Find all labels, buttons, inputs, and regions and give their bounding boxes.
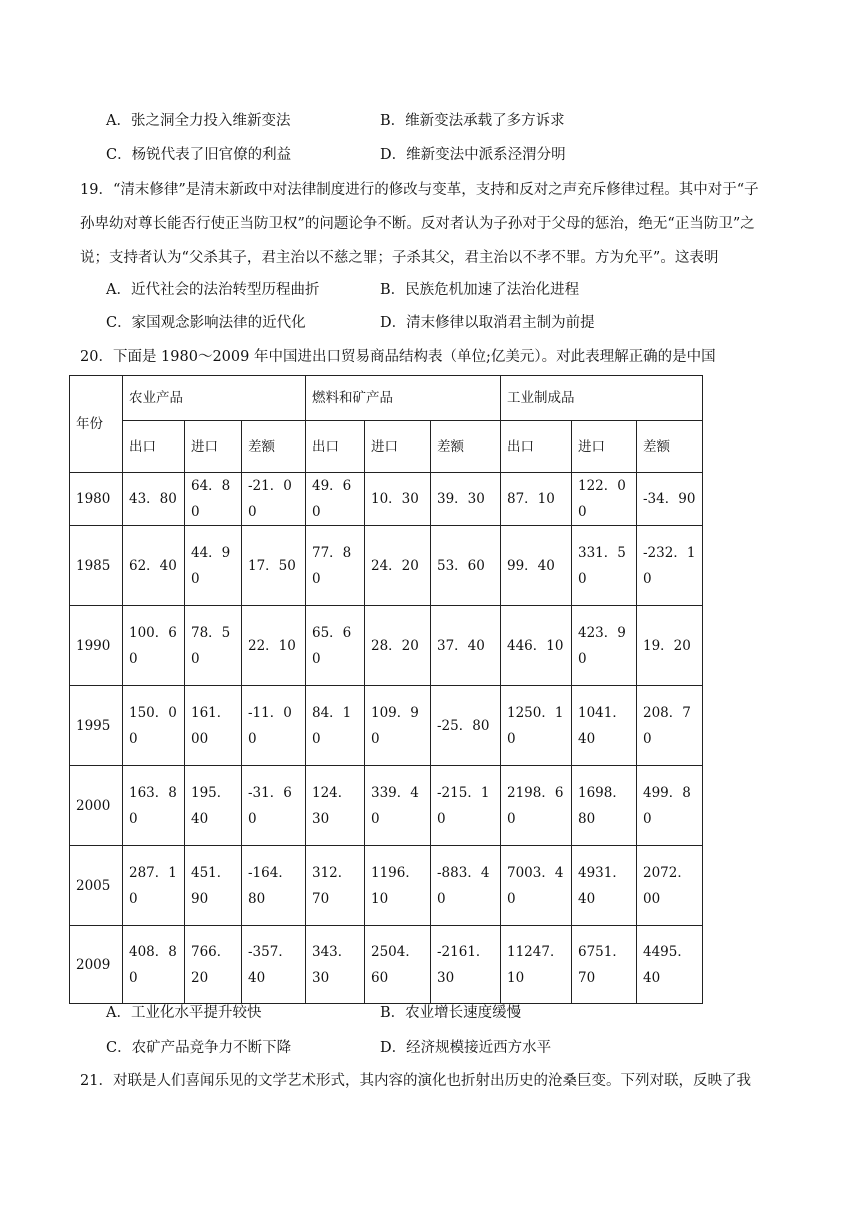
subheader-cell: 进口 [572,421,637,473]
q21-stem: 21．对联是人们喜闻乐见的文学艺术形式，其内容的演化也折射出历史的沧桑巨变。下列对联，反映了我 [80,1073,751,1089]
table-cell: 1250．10 [501,686,572,766]
table-cell: 10．30 [365,473,431,526]
table-cell: 7003．40 [501,846,572,926]
table-cell: 100．60 [123,606,185,686]
table-cell: 22．10 [242,606,306,686]
table-cell: 423．90 [572,606,637,686]
table-cell: 99．40 [501,526,572,606]
table-cell: 339．40 [365,766,431,846]
table-row [70,526,703,606]
table-cell: 109．90 [365,686,431,766]
table-cell: 343．30 [306,926,365,1004]
table-cell: 62．40 [123,526,185,606]
group-header-manufactured: 工业制成品 [501,376,703,421]
table-cell: 43．80 [123,473,185,526]
table-cell: -357．40 [242,926,306,1004]
table-cell: 1698．80 [572,766,637,846]
table-cell: 19．20 [637,606,703,686]
group-header-agriculture: 农业产品 [123,376,306,421]
q20-option-b: B．农业增长速度缓慢 [380,1005,522,1021]
table-cell: 11247．10 [501,926,572,1004]
subheader-cell: 出口 [123,421,185,473]
table-cell: 64．80 [185,473,242,526]
q20-option-c: C．农矿产品竞争力不断下降 [106,1040,292,1056]
q19-option-b: B．民族危机加速了法治化进程 [380,282,580,298]
q20-option-a: A．工业化水平提升较快 [106,1005,262,1021]
table-cell: 24．20 [365,526,431,606]
table-cell: 208．70 [637,686,703,766]
year-cell: 1990 [70,606,123,686]
table-cell: 65．60 [306,606,365,686]
table-cell: -2161．30 [431,926,501,1004]
table-cell: 39．30 [431,473,501,526]
table-cell: 312．70 [306,846,365,926]
q18-option-d: D．维新变法中派系泾渭分明 [380,147,566,163]
year-cell: 1995 [70,686,123,766]
subheader-cell: 进口 [365,421,431,473]
q19-stem [80,173,780,275]
table-cell: 499．80 [637,766,703,846]
table-cell: 44．90 [185,526,242,606]
table-cell: -883．40 [431,846,501,926]
table-row [70,766,703,846]
subheader-cell: 差额 [637,421,703,473]
table-header-row [70,376,703,421]
table-cell: 124．30 [306,766,365,846]
table-cell: -25．80 [431,686,501,766]
table-cell: 122．00 [572,473,637,526]
table-cell: -31．60 [242,766,306,846]
table-cell: 287．10 [123,846,185,926]
q19-stem-line-2: 孙卑幼对尊长能否行使正当防卫权”的问题论争不断。反对者认为子孙对于父母的惩治，绝无“正当防卫”之 [80,216,755,232]
table-cell: 331．50 [572,526,637,606]
table-cell: 163．80 [123,766,185,846]
q19-stem-line-1: 19．“清末修律”是清末新政中对法律制度进行的修改与变革，支持和反对之声充斥修律过程。其中对于“子 [80,182,759,198]
table-cell: 408．80 [123,926,185,1004]
q18-option-a: A．张之洞全力投入维新变法 [106,113,291,129]
year-cell: 1980 [70,473,123,526]
table-row [70,686,703,766]
table-cell: 150．00 [123,686,185,766]
subheader-cell: 差额 [431,421,501,473]
table-cell: 4495．40 [637,926,703,1004]
table-cell: -11．00 [242,686,306,766]
table-cell: -21．00 [242,473,306,526]
table-cell: 84．10 [306,686,365,766]
table-cell: 446．10 [501,606,572,686]
year-cell: 2009 [70,926,123,1004]
table-cell: -215．10 [431,766,501,846]
table-cell: 2504．60 [365,926,431,1004]
year-cell: 2000 [70,766,123,846]
table-cell: 2072．00 [637,846,703,926]
table-cell: -34．90 [637,473,703,526]
group-header-fuel-minerals: 燃料和矿产品 [306,376,501,421]
table-cell: 766．20 [185,926,242,1004]
table-cell: 28．20 [365,606,431,686]
year-header: 年份 [70,376,123,473]
table-cell: -232．10 [637,526,703,606]
table-cell: 1041．40 [572,686,637,766]
q19-stem-line-3: 说；支持者认为“父杀其子，君主治以不慈之罪；子杀其父，君主治以不孝不罪。方为允平”。这表明 [80,250,719,266]
table-subheader-row [70,421,703,473]
table-cell: 6751．70 [572,926,637,1004]
table-cell: 49．60 [306,473,365,526]
q19-option-a: A．近代社会的法治转型历程曲折 [106,282,320,298]
table-row [70,846,703,926]
table-cell: 78．50 [185,606,242,686]
subheader-cell: 差额 [242,421,306,473]
q18-option-c: C．杨锐代表了旧官僚的利益 [106,147,292,163]
table-cell: 195．40 [185,766,242,846]
table-cell: 161．00 [185,686,242,766]
table-row [70,473,703,526]
q18-option-b: B．维新变法承载了多方诉求 [380,113,565,129]
table-cell: 1196．10 [365,846,431,926]
table-cell: 37．40 [431,606,501,686]
subheader-cell: 出口 [306,421,365,473]
q20-stem: 20．下面是 1980～2009 年中国进出口贸易商品结构表（单位;亿美元）。对此表理解正确的是中国 [80,349,716,365]
trade-structure-table [69,375,703,1004]
table-cell: 451．90 [185,846,242,926]
table-row [70,606,703,686]
table-row [70,926,703,1004]
table-cell: 2198．60 [501,766,572,846]
table-cell: 17．50 [242,526,306,606]
q19-option-d: D．清末修律以取消君主制为前提 [380,315,595,331]
table-cell: 53．60 [431,526,501,606]
subheader-cell: 进口 [185,421,242,473]
table-cell: 4931．40 [572,846,637,926]
year-cell: 2005 [70,846,123,926]
year-cell: 1985 [70,526,123,606]
q19-option-c: C．家国观念影响法律的近代化 [106,315,306,331]
subheader-cell: 出口 [501,421,572,473]
table-cell: 87．10 [501,473,572,526]
table-cell: 77．80 [306,526,365,606]
table-cell: -164．80 [242,846,306,926]
q20-option-d: D．经济规模接近西方水平 [380,1040,552,1056]
